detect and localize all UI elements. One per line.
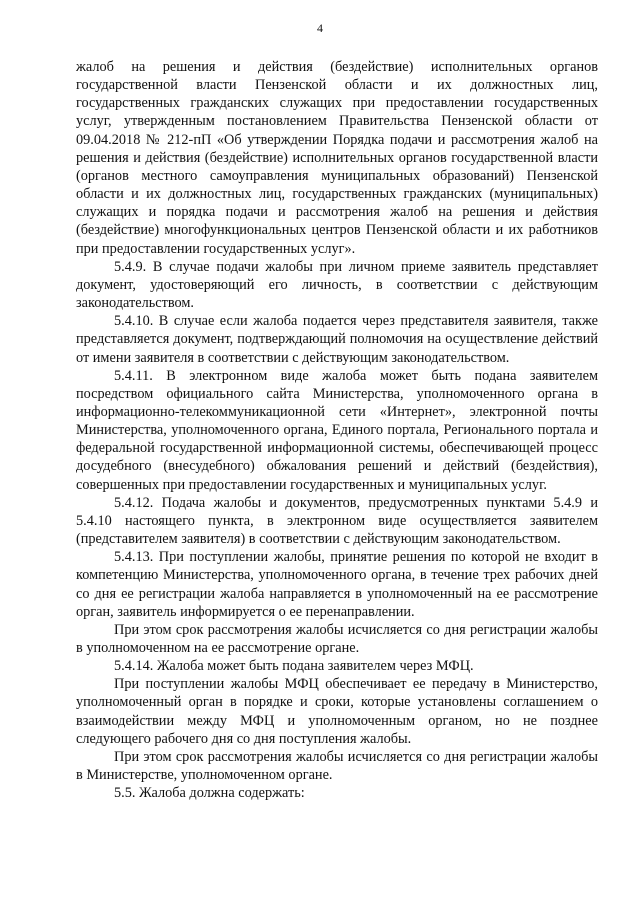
paragraph-5-4-10: 5.4.10. В случае если жалоба подается через представителя заявителя, также представляется документ, подтверждающий полномочия на осуществление действий от имени заявителя в соответствии с действующим законодательством. <box>76 313 598 366</box>
paragraph-5-4-9: 5.4.9. В случае подачи жалобы при личном приеме заявитель представляет документ, удостоверяющий его личность, в соответствии с действующим законодательством. <box>76 258 598 312</box>
paragraph-5-4-14-detail: При поступлении жалобы МФЦ обеспечивает ее передачу в Министерство, уполномоченный орган в порядке и сроки, которые установлены соглашением о взаимодействии между МФЦ и уполномоченным органом, но не позднее следующего рабочего дня со дня поступления жалобы. <box>76 676 598 747</box>
paragraph-5-4-13-note: При этом срок рассмотрения жалобы исчисляется со дня регистрации жалобы в уполномоченном на ее рассмотрение органе. <box>76 621 598 656</box>
paragraph-5-4-14-note: При этом срок рассмотрения жалобы исчисляется со дня регистрации жалобы в Министерстве, уполномоченном органе. <box>76 748 598 784</box>
paragraph-5-4-13: 5.4.13. При поступлении жалобы, принятие решения по которой не входит в компетенцию Министерства, уполномоченного органа, в течение трех рабочих дней со дня ее регистрации жалоба направляется в уполномоченный на ее рассмотрение орган, заявитель информируется о ее перенаправлении. <box>76 549 598 620</box>
paragraph-5-4-14: 5.4.14. Жалоба может быть подана заявителем через МФЦ. <box>114 658 474 675</box>
page-number: 4 <box>317 21 323 35</box>
paragraph-5-4-12: 5.4.12. Подача жалобы и документов, предусмотренных пунктами 5.4.9 и 5.4.10 настоящего пункта, в электронном виде осуществляется заявителем (представителем заявителя) в соответствии с действующим законодательством. <box>76 494 598 548</box>
paragraph-5-4-11: 5.4.11. В электронном виде жалоба может быть подана заявителем посредством официального сайта Министерства, уполномоченного органа в информационно-телекоммуникационной сети «Интернет», электронной почты Министерства, уполномоченного органа, Единого портала, Регионального портала и федеральной государственной информационной системы, обеспечивающей процесс досудебного (внесудебного) обжалования решений и действий (бездействия), совершенных при предоставлении государственных и муниципальных услуг. <box>76 367 598 493</box>
document-body <box>76 58 598 802</box>
paragraph-continuation: жалоб на решения и действия (бездействие) исполнительных органов государственной власти Пензенской области и их должностных лиц, государственных гражданских служащих при предоставлении государственных услуг, утвержденным постановлением Правительства Пензенской области от 09.04.2018 № 212-пП «Об утверждении Порядка подачи и рассмотрения жалоб на решения и действия (бездействие) исполнительных органов государственной власти (органов местного самоуправления муниципальных образований) Пензенской области и их должностных лиц, государственных гражданских (муниципальных) служащих и порядка подачи и рассмотрения жалоб на решения и действия (бездействие) многофункциональных центров Пензенской области и их работников при предоставлении государственных услуг». <box>76 59 598 257</box>
paragraph-5-5: 5.5. Жалоба должна содержать: <box>114 785 305 802</box>
